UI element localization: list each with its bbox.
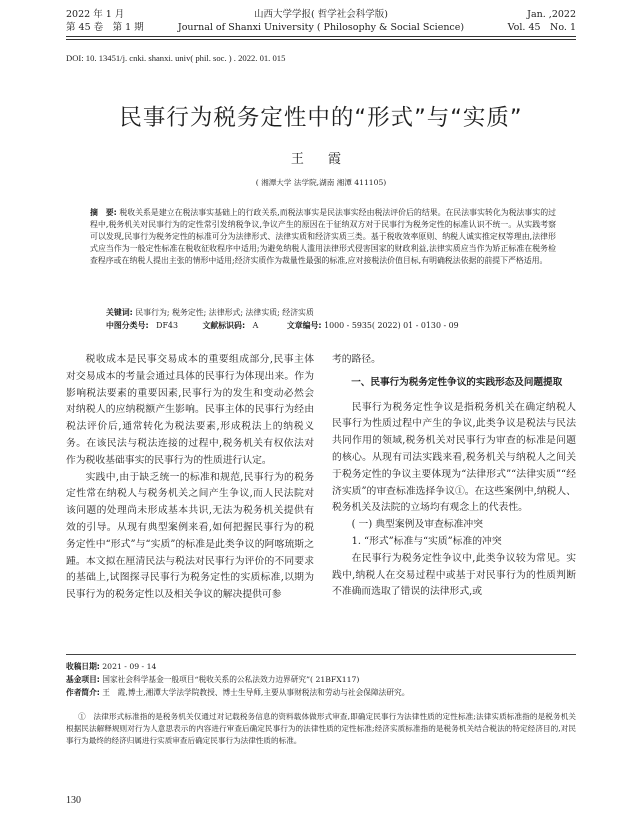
fund-value: 国家社会科学基金一般项目“税收关系的公私法效力边界研究”( 21BFX117)	[102, 675, 360, 684]
journal-date-volume	[66, 8, 144, 34]
sub-subsection-heading: 1. “形式”标准与“实质”标准的冲突	[351, 535, 502, 547]
keywords	[106, 307, 314, 319]
clc-label: 中图分类号:	[106, 321, 149, 330]
doi: DOI: 10. 13451/j. cnki. shanxi. univ( phil. soc. ) . 2022. 01. 015	[66, 53, 286, 63]
abstract-text: 税收关系是建立在税法事实基础上的行政关系,而税法事实是民法事实经由税法评价后的结果。在民法事实转化为税法事实的过程中,税务机关对民事行为的定性常引发纳税争议,争议产生的原因在于征纳双方对于民事行为税务定性的标准认识不统一。从实践考察可以发现,民事行为税务定性的标准可分为法律形式、法律实质和经济实质三类。基于税收效率原则、纳税人诚实推定权等理由,法律形式应当作为一般定性标准在税收征收程序中适用;为避免纳税人滥用法律形式侵害国家的财政利益,法律实质应当作为矫正标准在税务检查程序或在纳税人提出主张的情形中适用;经济实质作为裁量性最强的标准,应对接税法价值目标,有明确税法依据的前提下严格适用。	[90, 208, 557, 265]
article-no: 1000 - 5935( 2022) 01 - 0130 - 09	[324, 321, 459, 330]
footnote-rule	[66, 654, 576, 655]
doc-code: A	[252, 321, 259, 330]
header-rule-top	[66, 36, 576, 37]
body-paragraph: 税收成本是民事交易成本的重要组成部分,民事主体对交易成本的考量会通过具体的民事行为体现出来。作为影响税法要素的重要因素,民事行为的发生和变动必然会对纳税人的应纳税额产生影响。民事主体的民事行为经由税法评价后,通常转化为税法要素,形成税法上的纳税义务。在该民法与税法连接的过程中,税务机关有权依法对作为税收基础事实的民事行为的性质进行认定。	[66, 354, 314, 466]
volume-issue: 第 45 卷 第 1 期	[66, 22, 144, 33]
classification-line	[106, 320, 459, 332]
received-date	[66, 661, 576, 673]
keywords-label: 关键词:	[106, 308, 133, 317]
body-right-column	[332, 352, 576, 601]
header-rule-bottom	[66, 39, 576, 40]
abstract	[90, 207, 556, 267]
body-left-column	[66, 352, 314, 604]
fund-label: 基金项目:	[66, 675, 100, 684]
fund-info	[66, 674, 576, 686]
clc-code: DF43	[156, 321, 178, 330]
received-value: 2021 - 09 - 14	[102, 662, 157, 671]
received-label: 收稿日期:	[66, 662, 100, 671]
section-heading: 一、民事行为税务定性争议的实践形态及问题提取	[351, 376, 563, 388]
subsection-heading: ( 一) 典型案例及审查标准冲突	[351, 519, 484, 531]
article-no-label: 文章编号:	[286, 321, 322, 330]
author-affiliation: ( 湘潭大学 法学院,湖南 湘潭 411105)	[255, 178, 387, 187]
author-bio-label: 作者简介:	[66, 688, 100, 697]
author-bio-text: 王 霞,博士,湘潭大学法学院教授、博士生导师,主要从事财税法和劳动与社会保障法研究。	[102, 688, 410, 697]
body-paragraph-continuation: 考的路径。	[332, 354, 381, 365]
doc-code-label: 文献标识码:	[202, 321, 246, 330]
journal-name-en: Journal of Shanxi University ( Philosophy & Social Science)	[177, 22, 465, 33]
body-paragraph: 在民事行为税务定性争议中,此类争议较为常见。实践中,纳税人在交易过程中或基于对民事行为的性质判断不准确而选取了错误的法律形式,或	[332, 552, 576, 598]
body-paragraph: 民事行为税务定性争议是指税务机关在确定纳税人民事行为性质过程中产生的争议,此类争议是税法与民法共同作用的领域,税务机关对民事行为审查的标准是问题的核心。从现有司法实践来看,税务机关与纳税人之间关于税务定性的争议主要体现为“法律形式”“法律实质”“经济实质”的审查标准选择争议①。在这些案例中,纳税人、税务机关及法院的立场均有观念上的代表性。	[332, 401, 576, 514]
author-bio	[66, 687, 576, 699]
keywords-text: 民事行为; 税务定性; 法律形式; 法律实质; 经济实质	[135, 308, 314, 317]
abstract-label: 摘 要:	[90, 208, 117, 217]
issue-date-en: Jan. ,2022	[527, 9, 576, 20]
journal-date-volume-en	[508, 8, 576, 34]
body-paragraph: 实践中,由于缺乏统一的标准和规范,民事行为的税务定性常在纳税人与税务机关之间产生争议,而人民法院对该问题的处理尚未形成基本共识,无法为税务机关提供有效的引导。从现有典型案例来看,如何把握民事行为的税务定性中“形式”与“实质”的标准是此类争议的阿喀琉斯之踵。本文拟在厘清民法与税法对民事行为评价的不同要求的基础上,试图探寻民事行为税务定性的实质标准,以期为民事行为的税务定性以及相关争议的解决提供可参	[66, 471, 314, 601]
volume-issue-en: Vol. 45 No. 1	[507, 22, 576, 33]
page-number: 130	[66, 795, 81, 806]
footnote: ① 法律形式标准指的是税务机关仅通过对记载税务信息的资料载体做形式审查,即确定民事行为法律性质的定性标准;法律实质标准指的是税务机关根据民法解释规则对行为人意思表示的内容进行审查后确定民事行为的法律性质的定性标准;经济实质标准指的是税务机关结合税法的特定经济目的,对民事行为最终的经济归属进行实质审查后确定民事行为法律性质的标准。	[66, 712, 576, 746]
journal-name	[150, 8, 492, 34]
journal-name-cn: 山西大学学报( 哲学社会科学版)	[254, 9, 388, 20]
author-name: 王 霞	[290, 152, 352, 167]
issue-date: 2022 年 1 月	[66, 9, 125, 20]
paper-title: 民事行为税务定性中的“形式”与“实质”	[119, 105, 523, 131]
